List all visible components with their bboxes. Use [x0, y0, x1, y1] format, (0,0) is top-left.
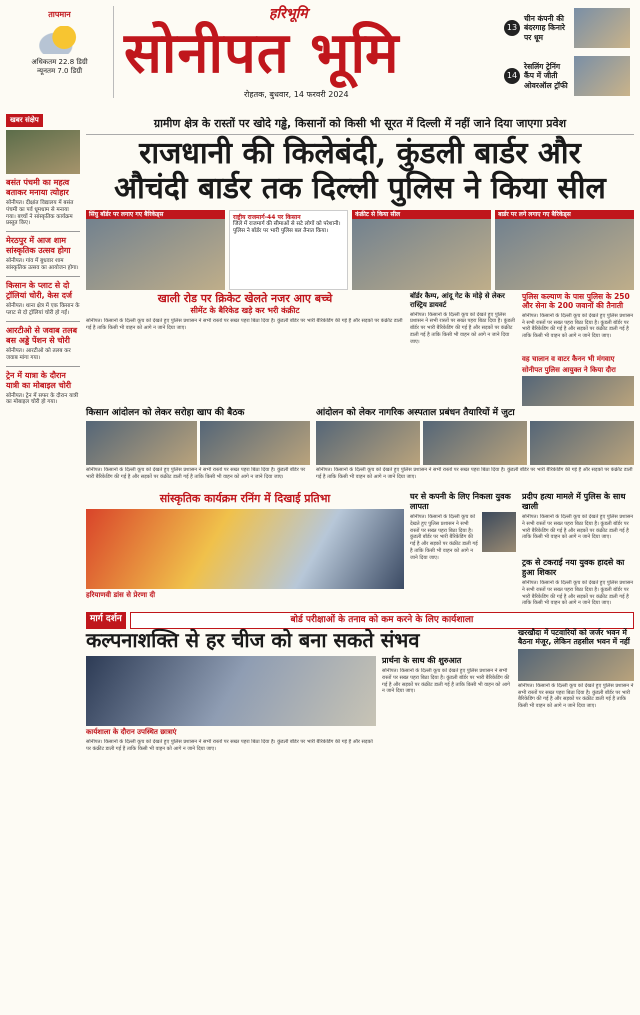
story-body: सोनीपत। किसानों के दिल्ली कूच को देखते हुए पुलिस प्रशासन ने सभी रास्तों पर सख्त पहरा बिठा दिया है। कुंडली बॉर्डर पर भारी बैरिकेडिंग की गई है और सड़कों पर कंक्रीट डाली गई है ताकि किसी भी वाहन को आगे न जाने दिया जाए। [518, 682, 634, 709]
story-photo [423, 421, 527, 465]
story-head[interactable]: सांस्कृतिक कार्यक्रम रनिंग में दिखाई प्रतिभा [159, 492, 331, 505]
teaser-number: 14 [504, 68, 520, 84]
story-photos [316, 421, 634, 465]
teaser-text: रेसलिंग ट्रेनिंग कैंप में जीती ओवरऑल ट्रॉफी [524, 61, 568, 90]
photo-text: जिले में राजमार्ग की सीमाओं से सटे लोगों को परेशानी। पुलिस ने बॉर्डर पर भारी पुलिस बल तैनात किया। [232, 221, 341, 235]
story-students [86, 656, 376, 789]
story-body: सोनीपत। किसानों के दिल्ली कूच को देखते हुए पुलिस प्रशासन ने सभी रास्तों पर सख्त पहरा बिठा दिया है। कुंडली बॉर्डर पर भारी बैरिकेडिंग की गई है और सड़कों पर कंक्रीट डाली गई है ताकि किसी भी वाहन को आगे न जाने दिया जाए। [316, 467, 633, 480]
brief-body: सोनीपत। आरटीओ को तलब कर जवाब मांगा गया। [6, 347, 71, 361]
divider [6, 321, 80, 322]
story-body: सोनीपत। किसानों के दिल्ली कूच को देखते हुए पुलिस प्रशासन ने सभी रास्तों पर सख्त पहरा बिठा दिया है। कुंडली बॉर्डर पर भारी बैरिकेडिंग की गई है और सड़कों पर कंक्रीट डाली गई है ताकि किसी भी वाहन को आगे न जाने दिया जाए। [410, 514, 478, 561]
teaser-text: चीन कंपनी की बंदरगाह किनारे पर धूम [524, 13, 565, 42]
story-photo [86, 421, 197, 465]
teaser-photo [574, 56, 630, 96]
story-photo [518, 649, 634, 681]
brief-tag: खबर संक्षेप [6, 114, 43, 127]
story-body: सोनीपत। किसानों के दिल्ली कूच को देखते हुए पुलिस प्रशासन ने सभी रास्तों पर सख्त पहरा बिठा दिया है। कुंडली बॉर्डर पर भारी बैरिकेडिंग की गई है और सड़कों पर कंक्रीट डाली गई है ताकि किसी भी वाहन को आगे न जाने दिया जाए। [522, 312, 634, 339]
story-workshop [86, 628, 476, 653]
brand-title: सोनीपत भूमि [124, 20, 400, 86]
big-subhead[interactable]: कल्पनाशक्ति से हर चीज को बना सकते संभव [86, 628, 420, 652]
story-body: सोनीपत। किसानों के दिल्ली कूच को देखते हुए पुलिस प्रशासन ने सभी रास्तों पर सख्त पहरा बिठा दिया है। कुंडली बॉर्डर पर भारी बैरिकेडिंग की गई है और सड़कों पर कंक्रीट डाली गई है ताकि किसी भी वाहन को आगे न जाने दिया जाए। [86, 467, 306, 480]
photo-label: राष्ट्रीय राजमार्ग-44 पर किसान [232, 213, 301, 221]
brief-head[interactable]: मेरठपुर में आज शाम सांस्कृतिक उत्सव होगा [6, 236, 71, 256]
weather-box [6, 6, 114, 98]
teasers [504, 6, 634, 102]
story-hospital [316, 408, 634, 491]
story-sub: सीमेंट के बैरिकेड खड़े कर भरी कंक्रीट [190, 305, 300, 315]
story-body: सोनीपत। किसानों के दिल्ली कूच को देखते हुए पुलिस प्रशासन ने सभी रास्तों पर सख्त पहरा बिठा दिया है। कुंडली बॉर्डर पर भारी बैरिकेडिंग की गई है और सड़कों पर कंक्रीट डाली गई है ताकि किसी भी वाहन को आगे न जाने दिया जाए। [522, 514, 634, 541]
story-pradeep [522, 492, 634, 622]
story-head[interactable]: किसान आंदोलन को लेकर सरोहा खाप की बैठक [86, 408, 245, 418]
story-cricket [86, 292, 404, 408]
story-missing [410, 492, 516, 614]
teaser-photo [574, 8, 630, 48]
story-deployment [522, 292, 634, 406]
teaser-14[interactable] [504, 54, 634, 98]
brief-head[interactable]: आरटीओ से जवाब तलब बस अड्डे पेंशन से चोरी [6, 325, 78, 345]
photo-singhu [86, 210, 225, 290]
brief-body: सोनीपत। गांव में बुधवार शाम सांस्कृतिक उत्सव का आयोजन होगा। [6, 258, 79, 272]
kicker: ग्रामीण क्षेत्र के रास्तों पर खोदे गड्ढे, किसानों को किसी भी सूरत में दिल्ली में नहीं जाने दिया जाएगा प्रवेश [86, 114, 634, 135]
photo-strip [86, 210, 634, 290]
students-photo [86, 656, 376, 726]
story-cultural [86, 492, 404, 600]
left-column [6, 114, 80, 1009]
brief-head[interactable]: बसंत पंचमी का महत्व बताकर मनाया त्योहार [6, 177, 70, 197]
story-head[interactable]: खरखौदा में पटवारियों को जर्जर भवन में बैठना मंजूर, लेकिन तहसील भवन में नहीं [518, 628, 630, 647]
weather-max: अधिकतम 22.8 डिग्री [31, 58, 88, 66]
story-head[interactable]: सोनीपत पुलिस आयुक्त ने किया दौरा [522, 365, 616, 374]
story-body: सोनीपत। किसानों के दिल्ली कूच को देखते हुए पुलिस प्रशासन ने सभी रास्तों पर सख्त पहरा बिठा दिया है। कुंडली बॉर्डर पर भारी बैरिकेडिंग की गई है और सड़कों पर कंक्रीट डाली गई है ताकि किसी भी वाहन को आगे न जाने दिया जाए। [382, 668, 510, 695]
teaser-number: 13 [504, 20, 520, 36]
dateline: रोहतक, बुधवार, 14 फरवरी 2024 [244, 90, 349, 99]
photo-label: कंक्रीट से किया सील [352, 210, 491, 220]
divider [6, 231, 80, 232]
story-head[interactable]: आंदोलन को लेकर नागरिक अस्पताल प्रबंधन तैयारियों में जुटा [316, 408, 515, 418]
masthead [6, 4, 634, 114]
story-border-camp [410, 292, 516, 412]
photo-barricade [495, 210, 634, 290]
dance-photo [86, 509, 404, 589]
story-body: सोनीपत। किसानों के दिल्ली कूच को देखते हुए पुलिस प्रशासन ने सभी रास्तों पर सख्त पहरा बिठा दिया है। कुंडली बॉर्डर पर भारी बैरिकेडिंग की गई है और सड़कों पर कंक्रीट डाली गई है ताकि किसी भी वाहन को आगे न जाने दिया जाए। [86, 738, 373, 752]
story-photo [530, 421, 634, 465]
divider [6, 276, 80, 277]
story-body: सोनीपत। किसानों के दिल्ली कूच को देखते हुए पुलिस प्रशासन ने सभी रास्तों पर सख्त पहरा बिठा दिया है। कुंडली बॉर्डर पर भारी बैरिकेडिंग की गई है और सड़कों पर कंक्रीट डाली गई है ताकि किसी भी वाहन को आगे न जाने दिया जाए। [522, 580, 634, 607]
story-photo [200, 421, 311, 465]
story-head[interactable]: ट्रक से टकराई नया युवक हादसे का हुआ शिकार [522, 558, 625, 577]
photo-text-box [229, 210, 348, 290]
story-photo [522, 376, 634, 406]
brief-body: सोनीपत। थाना क्षेत्र में एक किसान के प्लाट से दो ट्रॉलियां चोरी हो गईं। [6, 303, 80, 316]
story-head[interactable]: खाली रोड पर क्रिकेट खेलते नजर आए बच्चे [157, 292, 333, 305]
divider [6, 366, 80, 367]
story-prayer [382, 656, 512, 788]
story-head[interactable]: प्रदीप हत्या मामले में पुलिस के साथ खाली [522, 492, 626, 511]
brand-small: हरिभूमि [269, 6, 308, 22]
banner-tag: मार्ग दर्शन [86, 612, 126, 629]
story-head[interactable]: वह चालान व वाटर कैनन भी मंगवाए [522, 354, 615, 363]
story-head[interactable]: पुलिस कल्याण के पास पुलिस के 250 और सेना के 200 जवानों की तैनाती [522, 292, 630, 311]
weather-sun-icon [39, 26, 81, 54]
banner-text[interactable]: बोर्ड परीक्षाओं के तनाव को कम करने के लिए कार्यशाला [130, 612, 634, 629]
main-area [86, 114, 634, 1009]
story-patwari [518, 628, 634, 783]
weather-min: न्यूनतम 7.0 डिग्री [36, 66, 83, 75]
brief-head[interactable]: ट्रेन में यात्रा के दौरान यात्री का मोबाइल चोरी [6, 370, 72, 390]
brand-logo [124, 4, 424, 104]
brief-photo [6, 130, 80, 174]
story-photo [316, 421, 420, 465]
story-body: सोनीपत। किसानों के दिल्ली कूच को देखते हुए पुलिस प्रशासन ने सभी रास्तों पर सख्त पहरा बिठा दिया है। कुंडली बॉर्डर पर भारी बैरिकेडिंग की गई है और सड़कों पर कंक्रीट डाली गई है ताकि किसी भी वाहन को आगे न जाने दिया जाए। [86, 317, 403, 331]
story-sarohakhap [86, 408, 310, 491]
photo-concrete [352, 210, 491, 290]
story-body: सोनीपत। किसानों के दिल्ली कूच को देखते हुए पुलिस प्रशासन ने सभी रास्तों पर सख्त पहरा बिठा दिया है। कुंडली बॉर्डर पर भारी बैरिकेडिंग की गई है और सड़कों पर कंक्रीट डाली गई है ताकि किसी भी वाहन को आगे न जाने दिया जाए। [410, 311, 515, 345]
teaser-13[interactable] [504, 6, 634, 50]
story-photos [86, 421, 310, 465]
weather-title: तापमान [48, 10, 71, 19]
brief-body: सोनीपत। दीक्षांत विद्यालय में बसंत पंचमी का पर्व धूमधाम से मनाया गया। बच्चों ने सांस्कृतिक कार्यक्रम प्रस्तुत किए। [6, 199, 74, 227]
story-head[interactable]: प्रार्थना के साथ की शुरुआत [382, 656, 462, 665]
photo-caption: हरियाणवी डांस से प्रेरणा दी [86, 590, 156, 599]
story-head[interactable]: घर से कपनी के लिए निकला युवक लापता [410, 492, 511, 511]
photo-label: सिंघु बॉर्डर पर लगाए गए बैरिकेड्स [86, 210, 225, 220]
headline-line-2[interactable]: औचंदी बार्डर तक दिल्ली पुलिस ने किया सील [114, 171, 606, 207]
brief-body: सोनीपत। ट्रेन में सफर के दौरान यात्री का मोबाइल चोरी हो गया। [6, 392, 79, 406]
brief-head[interactable]: किसान के प्लाट से दो ट्रॉलियां चोरी, केस दर्ज [6, 281, 72, 300]
banner-row [86, 612, 634, 629]
photo-caption: कार्यशाला के दौरान उपस्थित छात्राएं [86, 728, 177, 736]
missing-photo [482, 512, 516, 552]
story-head[interactable]: बॉर्डर कैम्प, आंदू गेट के मोड़े से लेकर रास्ट्रिय डायवर्ट [410, 292, 505, 309]
headline-line-1[interactable]: राजधानी की किलेबंदी, कुंडली बार्डर और [139, 135, 581, 171]
photo-label: बार्डर पर लगे लगाए गए बैरिकेड्स [495, 210, 634, 220]
